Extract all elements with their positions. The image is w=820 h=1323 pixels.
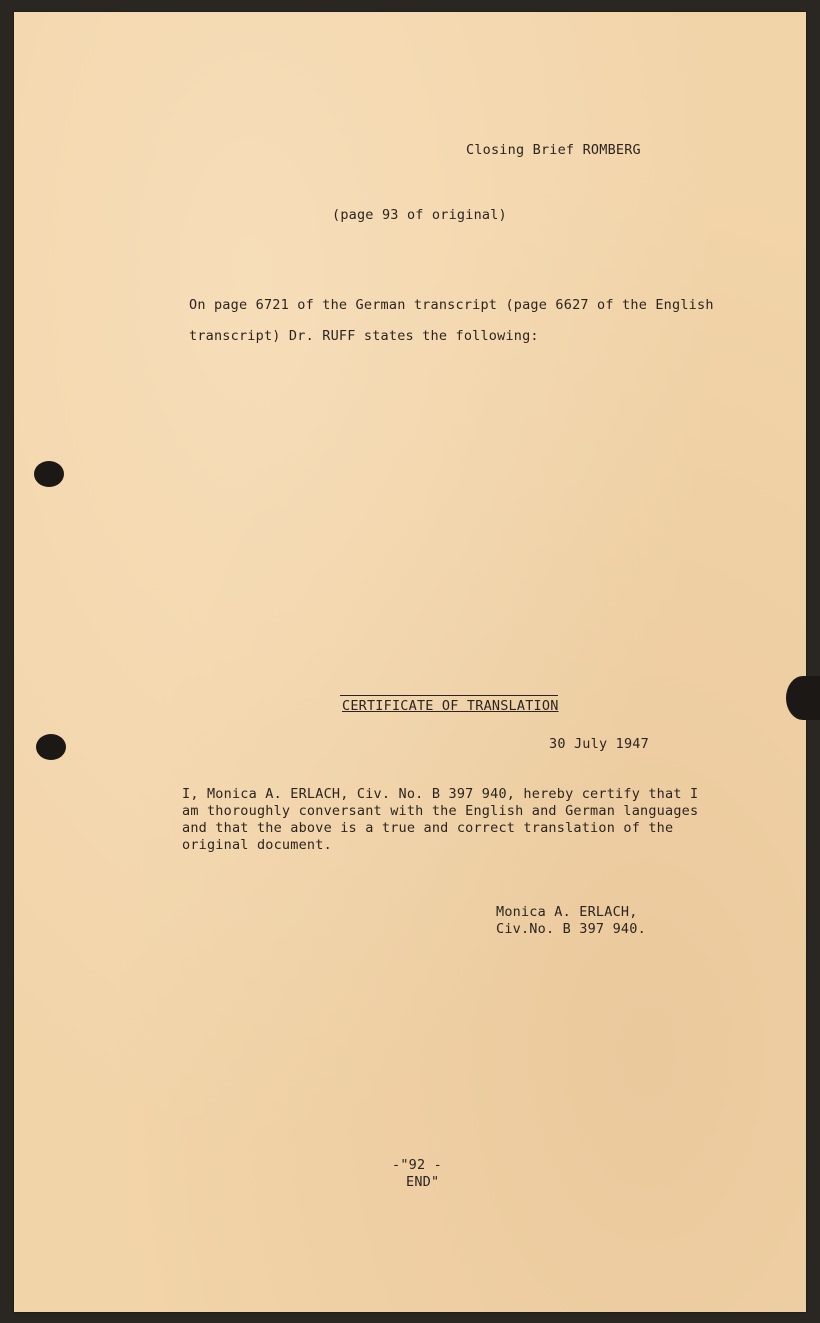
signature-name: Monica A. ERLACH, <box>496 904 638 920</box>
signature-civ-number: Civ.No. B 397 940. <box>496 921 646 937</box>
document-page <box>14 12 806 1312</box>
page-number: -"92 - <box>392 1157 442 1173</box>
certificate-line-4: original document. <box>182 837 332 853</box>
document-title: Closing Brief ROMBERG <box>466 142 641 158</box>
punch-hole-top <box>34 461 64 487</box>
body-line-2: transcript) Dr. RUFF states the following: <box>189 328 539 344</box>
punch-hole-right <box>786 676 820 720</box>
certificate-heading: CERTIFICATE OF TRANSLATION <box>342 698 559 714</box>
end-mark: END" <box>406 1174 440 1190</box>
page-reference: (page 93 of original) <box>332 207 507 223</box>
body-line-1: On page 6721 of the German transcript (page 6627 of the English <box>189 297 714 313</box>
certificate-heading-overline <box>340 695 558 696</box>
certificate-line-3: and that the above is a true and correct translation of the <box>182 820 674 836</box>
certificate-date: 30 July 1947 <box>549 736 649 752</box>
punch-hole-bottom <box>36 734 66 760</box>
certificate-line-2: am thoroughly conversant with the English and German languages <box>182 803 699 819</box>
certificate-line-1: I, Monica A. ERLACH, Civ. No. B 397 940, hereby certify that I <box>182 786 699 802</box>
